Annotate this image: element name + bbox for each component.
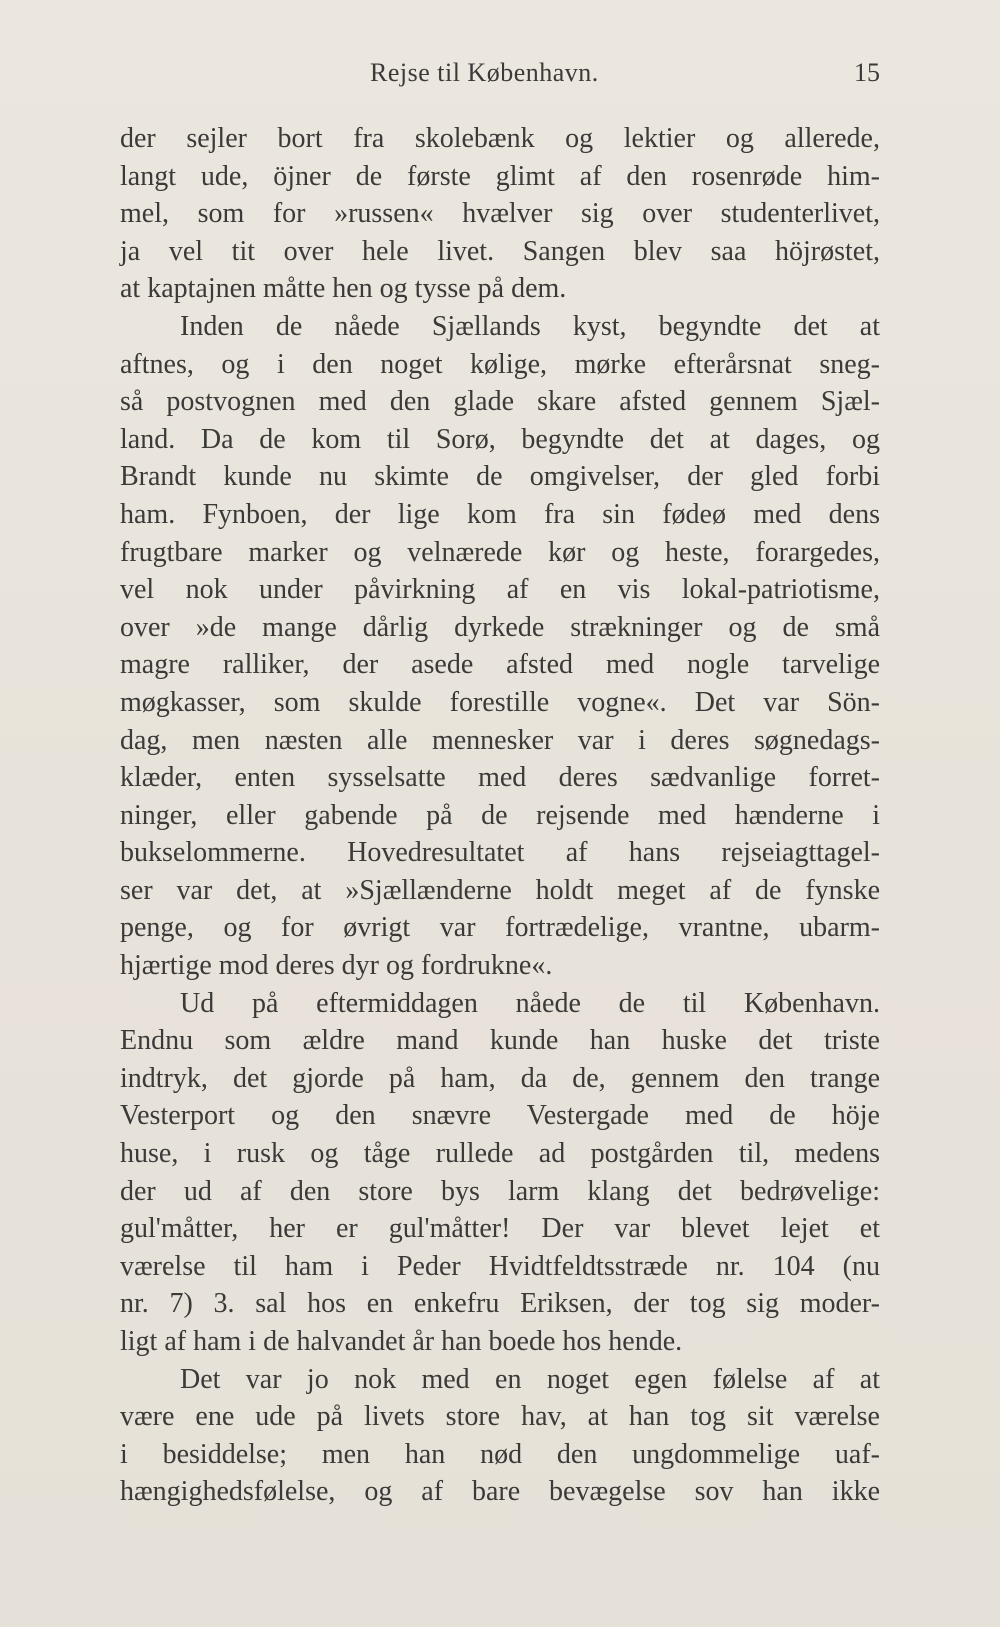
- text-line: møgkasser, som skulde forestille vogne«. Det var Sön-: [120, 686, 880, 718]
- text-line: gul'måtter, her er gul'måtter! Der var blevet lejet et: [120, 1213, 880, 1245]
- text-line: Inden de nåede Sjællands kyst, begyndte det at: [180, 310, 880, 342]
- text-line: langt ude, öjner de første glimt af den rosenrøde him-: [120, 160, 880, 192]
- text-line: dag, men næsten alle mennesker var i deres søgnedags-: [120, 724, 880, 756]
- text-line: hjærtige mod deres dyr og fordrukne«.: [120, 950, 553, 982]
- page-header: [120, 58, 880, 98]
- text-line: indtryk, det gjorde på ham, da de, gennem den trange: [120, 1062, 880, 1094]
- text-line: bukselommerne. Hovedresultatet af hans rejseiagttagel-: [120, 837, 880, 869]
- running-title: Rejse til København.: [370, 58, 599, 87]
- text-line: Brandt kunde nu skimte de omgivelser, der gled forbi: [120, 461, 880, 493]
- text-line: så postvognen med den glade skare afsted gennem Sjæl-: [120, 386, 880, 418]
- text-line: ser var det, at »Sjællænderne holdt meget af de fynske: [120, 874, 880, 906]
- text-line: vel nok under påvirkning af en vis lokal-patriotisme,: [120, 574, 880, 606]
- text-line: aftnes, og i den noget kølige, mørke efterårsnat sneg-: [120, 348, 880, 380]
- text-line: huse, i rusk og tåge rullede ad postgården til, medens: [120, 1138, 880, 1170]
- text-line: ja vel tit over hele livet. Sangen blev saa höjrøstet,: [120, 235, 880, 267]
- text-line: penge, og for øvrigt var fortrædelige, vrantne, ubarm-: [120, 912, 880, 944]
- text-line: ligt af ham i de halvandet år han boede hos hende.: [120, 1326, 683, 1357]
- text-line: magre ralliker, der asede afsted med nogle tarvelige: [120, 649, 880, 681]
- text-line: ninger, eller gabende på de rejsende med hænderne i: [120, 799, 880, 831]
- text-line: være ene ude på livets store hav, at han tog sit værelse: [120, 1401, 880, 1433]
- text-line: land. Da de kom til Sorø, begyndte det at dages, og: [120, 423, 880, 455]
- text-line: nr. 7) 3. sal hos en enkefru Eriksen, der tog sig moder-: [120, 1288, 880, 1320]
- page-number: 15: [854, 58, 880, 87]
- text-line: hængighedsfølelse, og af bare bevægelse sov han ikke: [120, 1476, 880, 1508]
- text-line: Endnu som ældre mand kunde han huske det triste: [120, 1025, 880, 1057]
- text-line: ham. Fynboen, der lige kom fra sin fødeø med dens: [120, 498, 880, 530]
- text-line: over »de mange dårlig dyrkede strækninger og de små: [120, 611, 880, 643]
- text-line: Ud på eftermiddagen nåede de til København.: [180, 987, 880, 1019]
- text-line: mel, som for »russen« hvælver sig over studenterlivet,: [120, 198, 880, 230]
- text-line: Vesterport og den snævre Vestergade med de höje: [120, 1100, 880, 1132]
- text-line: frugtbare marker og velnærede kør og heste, forargedes,: [120, 536, 880, 568]
- text-line: klæder, enten sysselsatte med deres sædvanlige forret-: [120, 762, 880, 794]
- body-text: [120, 120, 880, 1511]
- text-line: der ud af den store bys larm klang det bedrøvelige:: [120, 1175, 880, 1207]
- text-line: Det var jo nok med en noget egen følelse af at: [180, 1363, 880, 1395]
- text-line: at kaptajnen måtte hen og tysse på dem.: [120, 273, 567, 305]
- text-line: værelse til ham i Peder Hvidtfeldtsstræde nr. 104 (nu: [120, 1250, 880, 1282]
- text-line: der sejler bort fra skolebænk og lektier og allerede,: [120, 123, 880, 154]
- text-line: i besiddelse; men han nød den ungdommelige uaf-: [120, 1438, 880, 1470]
